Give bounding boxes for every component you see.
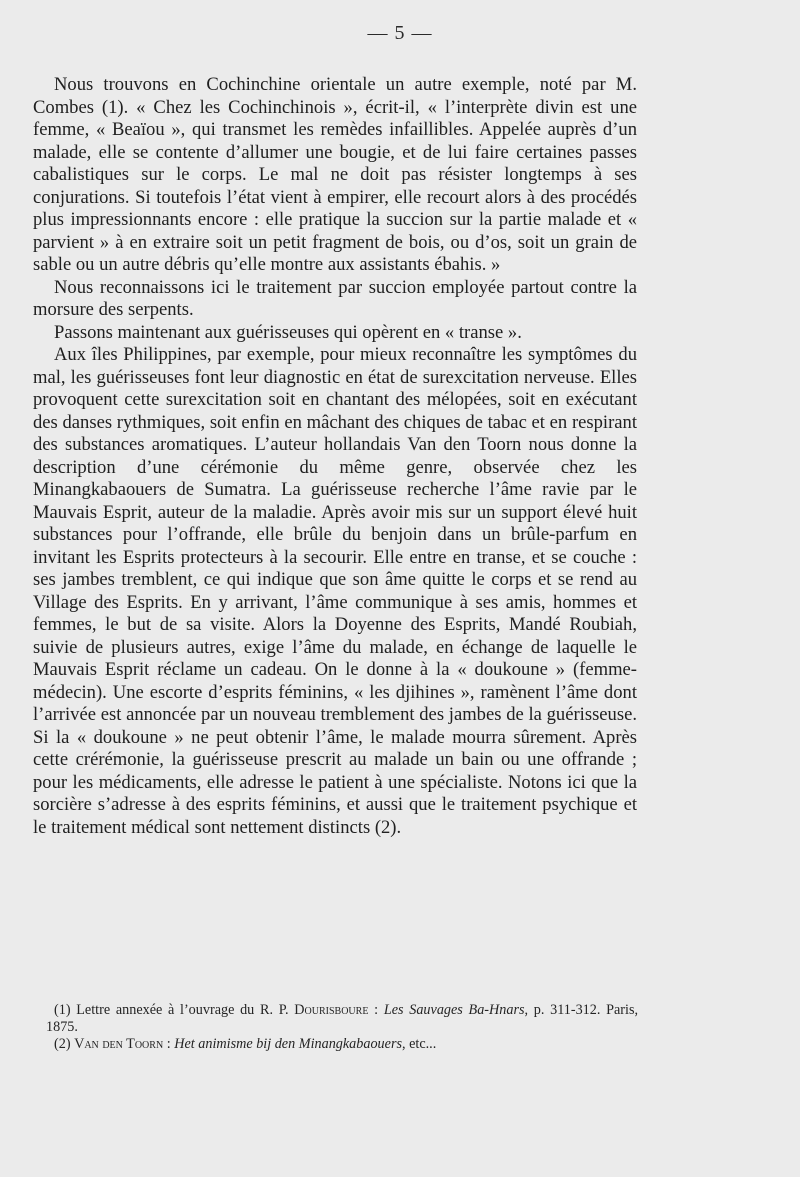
footnote-1-separator: : [374, 1002, 379, 1018]
footnote-1-author: Dourisboure [294, 1002, 369, 1018]
footnote-1-suffix: , p. 311-312. Paris, 1875. [46, 1002, 639, 1035]
footnotes [46, 1002, 638, 1053]
paragraph-cochinchine: Nous trouvons en Cochinchine orientale un autre exemple, noté par M. Combes (1). « Chez les Cochinchinois », écrit-il, « l’interprète divin est une femme, « Beaïou », qui transmet les remèdes infaillibles. Appelée auprès d’un malade, elle se contente d’allumer une bougie, et de lui faire certaines passes cabalistiques sur le corps. Le mal ne doit pas résister longtemps à ses conjurations. Si toutefois l’état vient à empirer, elle recourt alors à des procédés plus impressionnants encore : elle pratique la succion sur la partie malade et « parvient » à en extraire soit un petit fragment de bois, ou d’os, soit un grain de sable ou un autre débris qu’elle montre aux assistants ébahis. » [33, 74, 637, 275]
footnote-1-marker: (1) [54, 1002, 71, 1018]
footnote-2-title: Het animisme bij den Minangkabaouers [174, 1036, 402, 1052]
footnote-2-separator: : [166, 1036, 171, 1052]
footnote-2-marker: (2) [54, 1036, 71, 1052]
footnote-1-title: Les Sauvages Ba-Hnars [383, 1002, 525, 1018]
paragraph-philippines: Aux îles Philippines, par exemple, pour mieux reconnaître les symptômes du mal, les guérisseuses font leur diagnostic en état de surexcitation nerveuse. Elles provoquent cette surexcitation soit en chantant des mélopées, soit en exécutant des danses rythmiques, soit enfin en mâchant des chiques de tabac et en respirant des substances aromatiques. L’auteur hollandais Van den Toorn nous donne la description d’une cérémonie du même genre, observée chez les Minangkabaouers de Sumatra. La guérisseuse recherche l’âme ravie par le Mauvais Esprit, auteur de la maladie. Après avoir mis sur un support élevé huit substances pour l’offrande, elle brûle du benjoin dans un brûle-parfum en invitant les Esprits protecteurs à la secourir. Elle entre en transe, et se couche : ses jambes tremblent, ce qui indique que son âme quitte le corps et se rend au Village des Esprits. En y arrivant, l’âme communique à ses amis, hommes et femmes, le but de sa visite. Alors la Doyenne des Esprits, Mandé Roubiah, suivie de plusieurs autres, exige l’âme du malade, en échange de laquelle le Mauvais Esprit réclame un cadeau. On le donne à la « doukoune » (femme-médecin). Une escorte d’esprits féminins, « les djihines », ramènent l’âme dont l’arrivée est annoncée par un nouveau tremblement des jambes de la guérisseuse. Si la « doukoune » ne peut obtenir l’âme, le malade mourra sûrement. Après cette crérémonie, la guérisseuse prescrit au malade un bain ou une offrande ; pour les médicaments, elle adresse le patient à une spécialiste. Notons ici que la sorcière s’adresse à des esprits féminins, et aussi que le traitement psychique et le traitement médical sont nettement distincts (2). [33, 344, 637, 838]
footnote-1-prefix: Lettre annexée à l’ouvrage du R. P. [76, 1002, 289, 1018]
footnote-2-author: Van den Toorn [74, 1036, 164, 1052]
footnote-2 [46, 1036, 638, 1053]
footnote-1 [46, 1002, 638, 1036]
page-number: — 5 — [367, 22, 433, 44]
main-text [33, 74, 637, 839]
paragraph-transe: Passons maintenant aux guérisseuses qui opèrent en « transe ». [54, 321, 522, 343]
paragraph-succion: Nous reconnaissons ici le traitement par succion employée partout contre la morsure des serpents. [33, 276, 637, 320]
footnote-2-suffix: , etc... [402, 1036, 437, 1052]
